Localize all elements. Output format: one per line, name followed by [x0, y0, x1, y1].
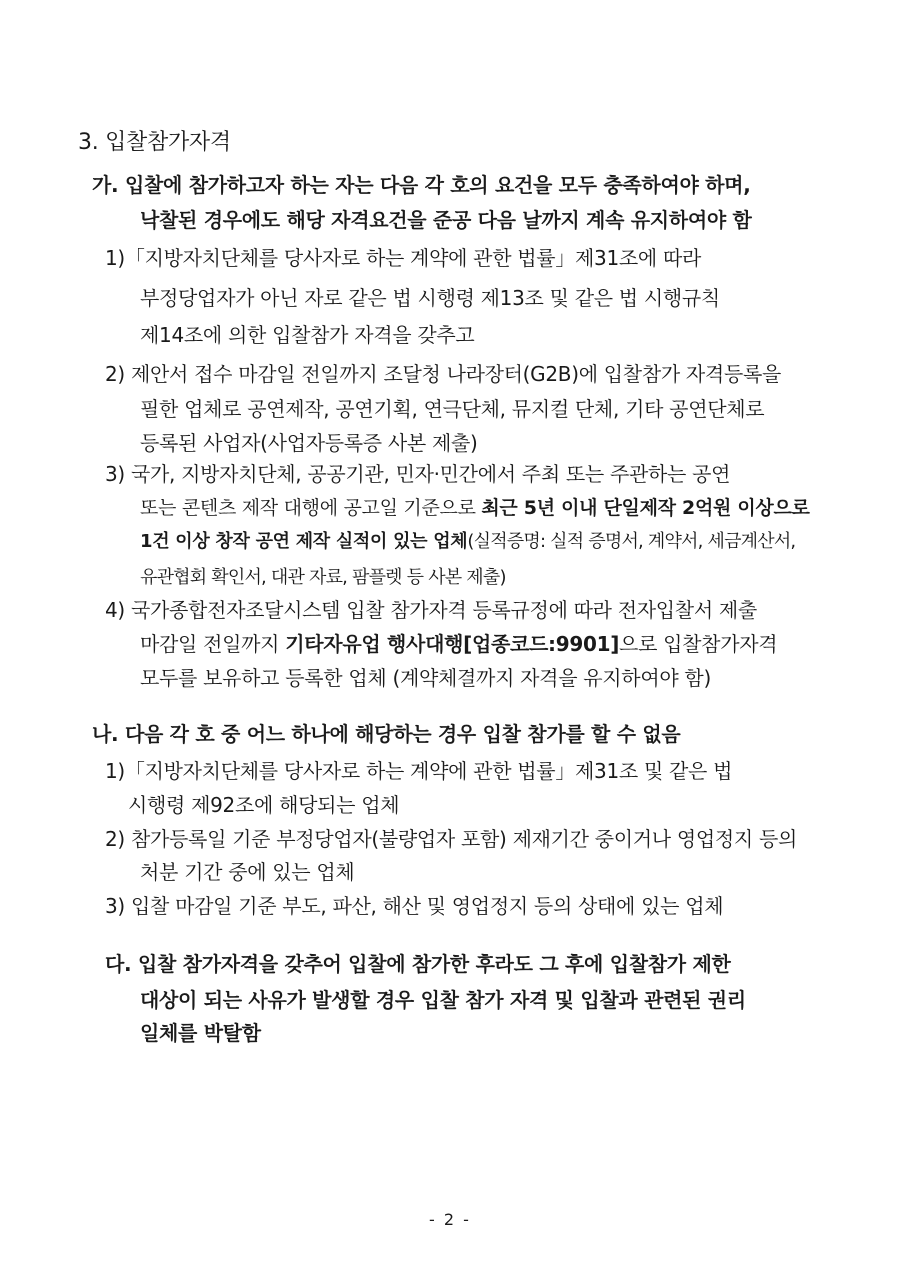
ga-item4-line2-end: 으로 입찰참가자격	[619, 632, 778, 656]
ga-item1-line1: 1)「지방자치단체를 당사자로 하는 계약에 관한 법률」제31조에 따라	[105, 246, 702, 270]
na-item3-line1: 3) 입찰 마감일 기준 부도, 파산, 해산 및 영업정지 등의 상태에 있는 업체	[105, 894, 724, 918]
section-heading: 3. 입찰참가자격	[78, 130, 231, 155]
ga-item3-line1: 3) 국가, 지방자치단체, 공공기관, 민자·민간에서 주최 또는 주관하는 공연	[105, 462, 731, 486]
da-line3: 일체를 박탈함	[140, 1021, 261, 1045]
ga-item4-line2-start: 마감일 전일까지	[140, 632, 286, 656]
na-item2-line1: 2) 참가등록일 기준 부정당업자(불량업자 포함) 제재기간 중이거나 영업정지 등의	[105, 827, 798, 851]
ga-item4-line2	[140, 630, 777, 658]
ga-item3-line2-text: 또는 콘텐츠 제작 대행에 공고일 기준으로	[140, 497, 482, 519]
ga-item2-line2: 필한 업체로 공연제작, 공연기획, 연극단체, 뮤지컬 단체, 기타 공연단체로	[140, 397, 765, 421]
ga-item2-line1: 2) 제안서 접수 마감일 전일까지 조달청 나라장터(G2B)에 입찰참가 자격등록을	[105, 362, 782, 386]
ga-item3-bold-text: 1건 이상 창작 공연 제작 실적이 있는 업체	[140, 531, 468, 552]
ga-item3-line4: 유관협회 확인서, 대관 자료, 팜플렛 등 사본 제출)	[140, 567, 506, 588]
ga-item3-line2	[140, 494, 810, 522]
ga-item4-line3: 모두를 보유하고 등록한 업체 (계약체결까지 자격을 유지하여야 함)	[140, 666, 711, 690]
ga-item4-line1: 4) 국가종합전자조달시스템 입찰 참가자격 등록규정에 따라 전자입찰서 제출	[105, 598, 757, 622]
na-item2-line2: 처분 기간 중에 있는 업체	[140, 860, 355, 884]
ga-item3-highlight: 최근 5년 이내 단일제작 2억원 이상으로	[481, 497, 810, 519]
ga-item2-line3: 등록된 사업자(사업자등록증 사본 제출)	[140, 431, 478, 455]
ga-item4-industry-code: 기타자유업 행사대행[업종코드:9901]	[285, 632, 620, 656]
na-heading: 나. 다음 각 호 중 어느 하나에 해당하는 경우 입찰 참가를 할 수 없음	[92, 722, 681, 746]
page-number: - 2 -	[429, 1210, 471, 1229]
ga-heading-line1: 가. 입찰에 참가하고자 하는 자는 다음 각 호의 요건을 모두 충족하여야 하며,	[92, 173, 751, 197]
ga-item1-line3: 제14조에 의한 입찰참가 자격을 갖추고	[140, 323, 475, 347]
da-line2: 대상이 되는 사유가 발생할 경우 입찰 참가 자격 및 입찰과 관련된 권리	[140, 988, 746, 1012]
da-line1: 다. 입찰 참가자격을 갖추어 입찰에 참가한 후라도 그 후에 입찰참가 제한	[105, 952, 731, 976]
ga-heading-line2: 낙찰된 경우에도 해당 자격요건을 준공 다음 날까지 계속 유지하여야 함	[140, 208, 752, 232]
na-item1-line2: 시행령 제92조에 해당되는 업체	[128, 793, 400, 817]
ga-item1-line2: 부정당업자가 아닌 자로 같은 법 시행령 제13조 및 같은 법 시행규칙	[140, 286, 720, 310]
ga-item3-line3	[140, 528, 795, 556]
na-item1-line1: 1)「지방자치단체를 당사자로 하는 계약에 관한 법률」제31조 및 같은 법	[105, 759, 733, 783]
ga-item3-evidence: (실적증명: 실적 증명서, 계약서, 세금계산서,	[467, 531, 796, 552]
